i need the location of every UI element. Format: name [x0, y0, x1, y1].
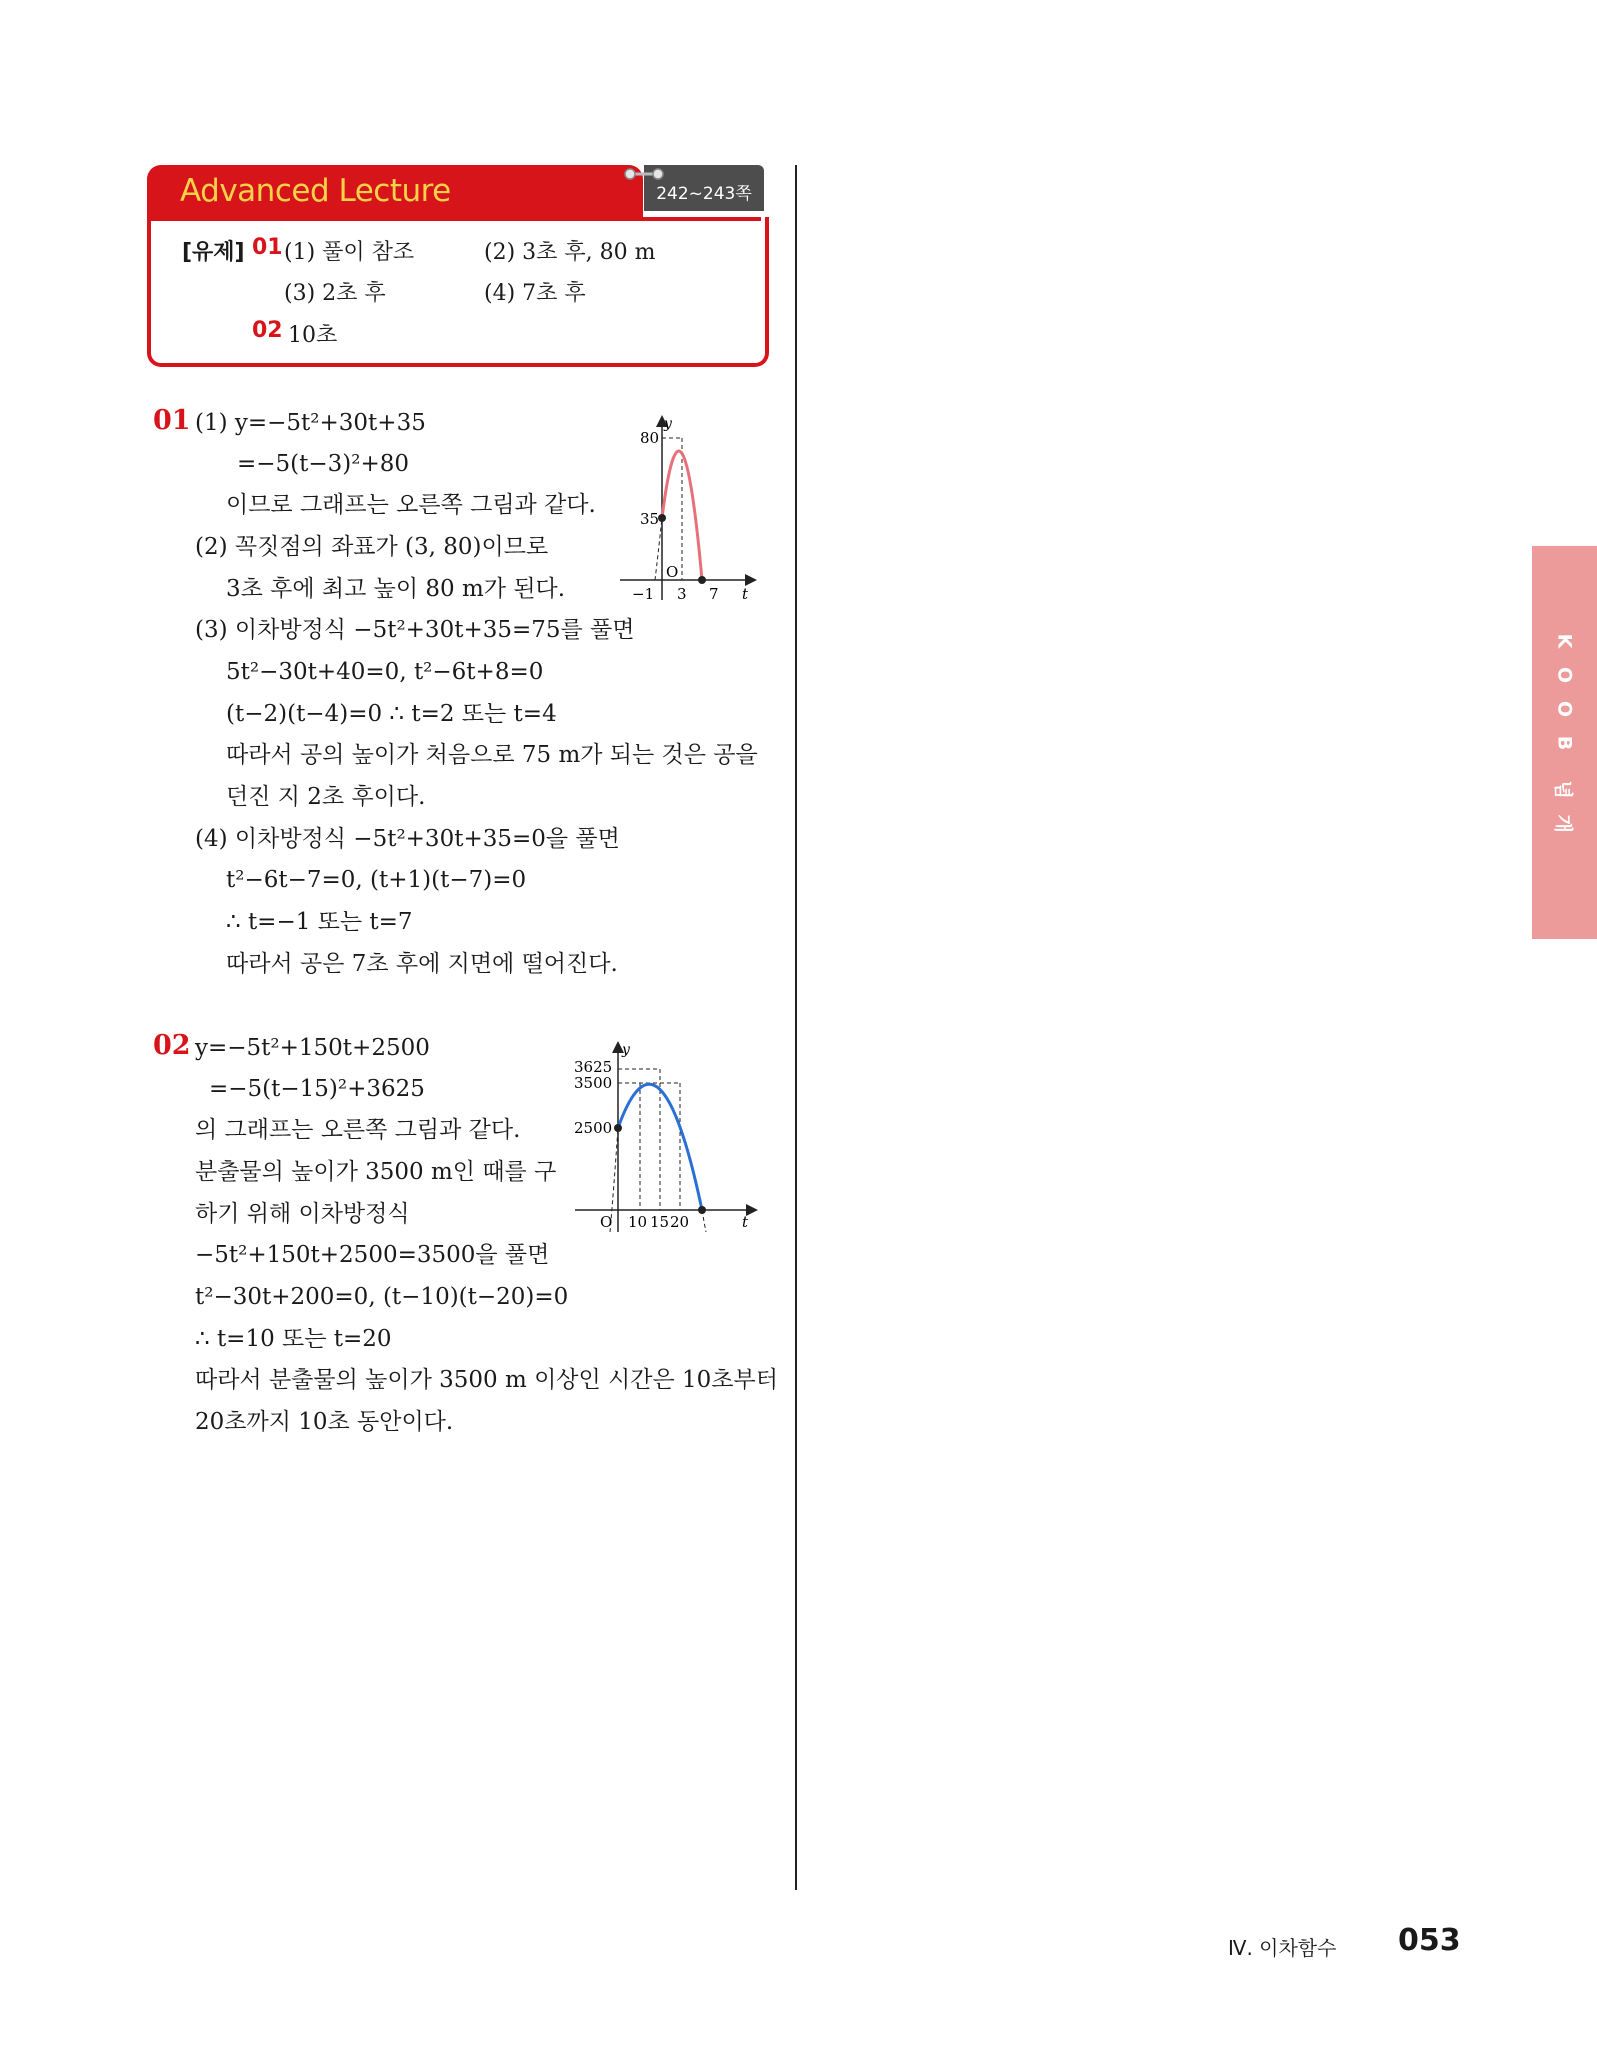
graph-2-tick: 3500: [574, 1074, 613, 1092]
problem-2-number: 02: [153, 1030, 191, 1061]
problem-1-line: 3초 후에 최고 높이 80 m가 된다.: [226, 576, 566, 602]
graph-1-x-label: t: [742, 585, 749, 603]
graph-2-point: [698, 1206, 706, 1214]
answer-label: [유제]: [182, 240, 245, 265]
problem-1-line: 던진 지 2초 후이다.: [226, 784, 426, 810]
graph-1-point: [658, 514, 666, 522]
problem-2-line: 20초까지 10초 동안이다.: [195, 1409, 454, 1435]
answer-q1-number: 01: [252, 235, 283, 260]
side-tab-char: O: [1553, 700, 1576, 718]
graph-1-point: [698, 576, 706, 584]
link-connector-icon: [622, 166, 666, 182]
problem-1-line: (1) y=−5t²+30t+35: [195, 410, 426, 436]
problem-2-line: 하기 위해 이차방정식: [195, 1201, 410, 1227]
side-tab: [1532, 546, 1597, 939]
graph-2-point: [614, 1124, 622, 1132]
side-tab-char: B: [1553, 735, 1576, 751]
problem-2-line: ∴ t=10 또는 t=20: [195, 1326, 392, 1352]
problem-1-line: 이므로 그래프는 오른쪽 그림과 같다.: [226, 492, 596, 518]
graph-2-y-label: y: [622, 1042, 630, 1058]
graph-2-tick: 15: [650, 1213, 670, 1231]
problem-2-line: =−5(t−15)²+3625: [209, 1076, 425, 1102]
answer-q1-part3: (3) 2초 후: [284, 281, 386, 306]
graph-2-origin: O: [600, 1213, 613, 1231]
problem-1-line: =−5(t−3)²+80: [237, 451, 410, 477]
problem-1-line: (t−2)(t−4)=0 ∴ t=2 또는 t=4: [226, 701, 557, 727]
answer-q1-part4: (4) 7초 후: [484, 281, 586, 306]
problem-2-line: t²−30t+200=0, (t−10)(t−20)=0: [195, 1284, 569, 1310]
problem-1-line: 따라서 공은 7초 후에 지면에 떨어진다.: [226, 951, 618, 977]
graph-2-tick: 20: [670, 1213, 690, 1231]
problem-2-line: −5t²+150t+2500=3500을 풀면: [195, 1242, 550, 1268]
answer-q1-part2: (2) 3초 후, 80 m: [484, 240, 656, 265]
column-divider: [795, 165, 797, 1890]
graph-1-tick: 7: [709, 585, 719, 603]
graph-1-tick: 80: [640, 429, 660, 447]
problem-1-line: (4) 이차방정식 −5t²+30t+35=0을 풀면: [195, 826, 620, 852]
problem-1-line: t²−6t−7=0, (t+1)(t−7)=0: [226, 867, 527, 893]
problem-2-line: 분출물의 높이가 3500 m인 때를 구: [195, 1159, 557, 1185]
graph-1-tick: 35: [640, 510, 660, 528]
answer-box-border: [147, 217, 761, 221]
graph-1-origin: O: [666, 563, 679, 581]
problem-1-line: (2) 꼭짓점의 좌표가 (3, 80)이므로: [195, 534, 549, 560]
problem-2-line: 따라서 분출물의 높이가 3500 m 이상인 시간은 10초부터: [195, 1367, 778, 1393]
graph-1: [618, 410, 758, 610]
problem-1-line: (3) 이차방정식 −5t²+30t+35=75를 풀면: [195, 617, 635, 643]
problem-1-line: ∴ t=−1 또는 t=7: [226, 909, 413, 935]
page-ref-tab: 242~243쪽: [644, 165, 764, 211]
answer-q2: 10초: [288, 323, 338, 348]
graph-2-tick: 3625: [574, 1058, 613, 1076]
answer-q1-part1: (1) 풀이 참조: [284, 240, 415, 265]
side-tab-char: O: [1553, 666, 1576, 684]
problem-1-number: 01: [153, 405, 191, 436]
graph-2-tick: 2500: [574, 1119, 613, 1137]
problem-2-line: 의 그래프는 오른쪽 그림과 같다.: [195, 1117, 521, 1143]
side-tab-char: 념: [1552, 780, 1574, 799]
side-tab-char: K: [1553, 633, 1576, 649]
graph-2-tick: 10: [628, 1213, 648, 1231]
graph-2: [570, 1036, 765, 1236]
graph-1-y-label: y: [664, 416, 672, 432]
graph-2-x-label: t: [742, 1213, 749, 1231]
side-tab-char: 개: [1552, 814, 1574, 833]
graph-1-tick: 3: [677, 585, 687, 603]
answer-q2-number: 02: [252, 318, 283, 343]
graph-1-tick: −1: [632, 585, 655, 603]
problem-2-line: y=−5t²+150t+2500: [195, 1035, 430, 1061]
problem-1-line: 따라서 공의 높이가 처음으로 75 m가 되는 것은 공을: [226, 742, 758, 768]
lecture-title: Advanced Lecture: [180, 173, 451, 209]
page-number: 053: [1398, 1923, 1461, 1958]
footer-chapter: Ⅳ. 이차함수: [1228, 1936, 1337, 1960]
problem-1-line: 5t²−30t+40=0, t²−6t+8=0: [226, 659, 544, 685]
